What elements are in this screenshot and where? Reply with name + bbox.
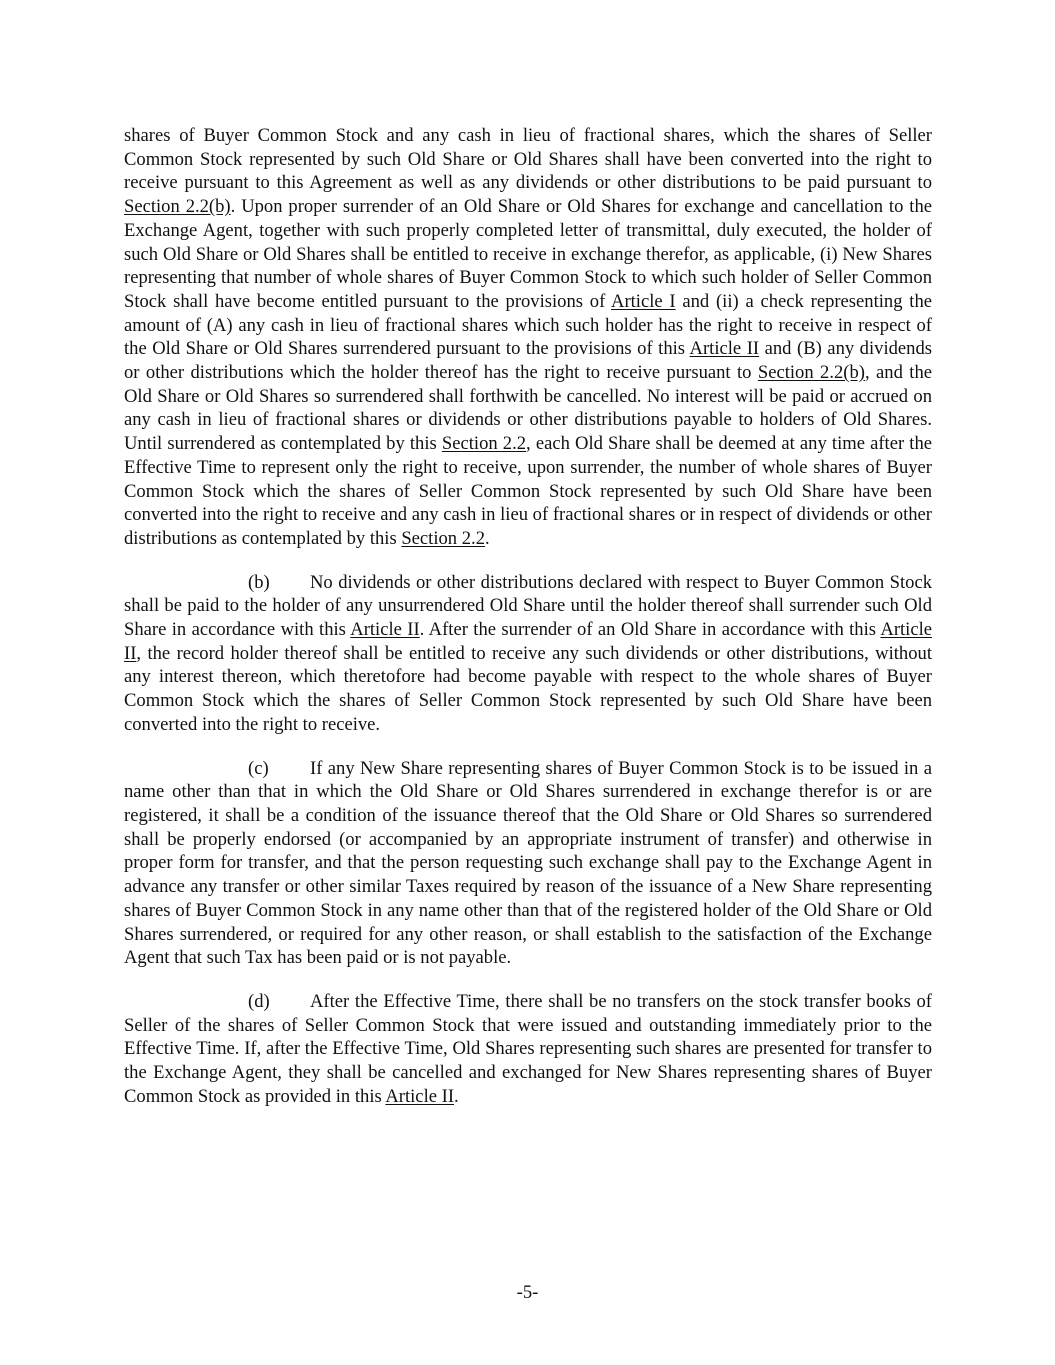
paragraph-label: (c) xyxy=(248,757,269,779)
text-segment: . Upon proper surrender of an Old Share or Old Shares for exchange and cancellation to the Exchange Agent, together with such properly completed letter of transmittal, duly executed, the holder of such Old Share or Old Shares shall be entitled to receive in exchange therefor, as applicable, (i) New Shares representing that number of whole shares of Buyer Common Stock to which such holder of Seller Common Stock shall have become entitled pursuant to the provisions of xyxy=(124,196,933,312)
text-segment: shares of Buyer Common Stock and any cash in lieu of fractional shares, which the shares of Seller Common Stock represented by such Old Share or Old Shares shall have been converted into the right to receive pursuant to this Agreement as well as any dividends or other distributions to be paid pursuant to xyxy=(124,125,932,194)
cross-reference: Article I xyxy=(611,290,676,312)
cross-reference: Section 2.2 xyxy=(441,433,527,455)
paragraph-c xyxy=(124,757,932,970)
paragraph-label: (d) xyxy=(248,990,270,1012)
paragraph-d xyxy=(124,990,932,1109)
text-segment: , the record holder thereof shall be entitled to receive any such dividends or other distributions, without any interest thereon, which theretofore had become payable with respect to the whole shares of Buyer Common Stock which the shares of Seller Common Stock represented by such Old Share have been converted into the right to receive. xyxy=(124,642,932,735)
text-segment: and (B) any dividends or other distributions which the holder thereof has the right to receive pursuant to xyxy=(124,338,932,384)
text-segment: , and the Old Share or Old Shares so surrendered shall forthwith be cancelled. No interest will be paid or accrued on any cash in lieu of fractional shares or dividends or other distributions payable to holders of Old Shares. Until surrendered as contemplated by this xyxy=(124,362,933,455)
text-segment: . xyxy=(485,527,490,549)
document-page xyxy=(124,124,932,1128)
text-segment: . xyxy=(454,1085,459,1107)
paragraph-label: (b) xyxy=(248,571,270,593)
text-segment: , each Old Share shall be deemed at any time after the Effective Time to represent only the right to receive, upon surrender, the number of whole shares of Buyer Common Stock which the shares of Seller Common Stock represented by such Old Share have been converted into the right to receive and any cash in lieu of fractional shares or in respect of dividends or other distributions as contemplated by this xyxy=(124,433,932,549)
cross-reference: Article II xyxy=(689,338,760,360)
cross-reference: Article II xyxy=(385,1085,455,1107)
cross-reference: Article II xyxy=(124,619,933,664)
cross-reference: Section 2.2 xyxy=(401,527,485,549)
cross-reference: Article II xyxy=(350,619,420,641)
cross-reference: Section 2.2(b) xyxy=(124,196,231,218)
text-segment: If any New Share representing shares of Buyer Common Stock is to be issued in a name other than that in which the Old Share or Old Shares surrendered in exchange therefor is or are registered, it shall be a condition of the issuance thereof that the Old Share or Old Shares so surrendered shall be properly endorsed (or accompanied by an appropriate instrument of transfer) and otherwise in proper form for transfer, and that the person requesting such exchange shall pay to the Exchange Agent in advance any transfer or other similar Taxes required by reason of the issuance of a New Share representing shares of Buyer Common Stock in any name other than that of the registered holder of the Old Share or Old Shares surrendered, or required for any other reason, or shall establish to the satisfaction of the Exchange Agent that such Tax has been paid or is not payable. xyxy=(124,757,932,969)
text-segment: . After the surrender of an Old Share in accordance with this xyxy=(419,619,881,641)
text-segment: No dividends or other distributions declared with respect to Buyer Common Stock shall be paid to the holder of any unsurrendered Old Share until the holder thereof shall surrender such Old Share in accordance with this xyxy=(124,571,932,641)
paragraph-b xyxy=(124,571,932,737)
page-number: -5- xyxy=(516,1282,539,1303)
text-segment: and (ii) a check representing the amount of (A) any cash in lieu of fractional shares which such holder has the right to receive in respect of the Old Share or Old Shares surrendered pursuant to the provisions of this xyxy=(124,290,933,360)
text-segment: After the Effective Time, there shall be no transfers on the stock transfer books of Seller of the shares of Seller Common Stock that were issued and outstanding immediately prior to the Effective Time. If, after the Effective Time, Old Shares representing such shares are presented for transfer to the Exchange Agent, they shall be cancelled and exchanged for New Shares representing shares of Buyer Common Stock as provided in this xyxy=(124,990,932,1107)
paragraph-a-continued xyxy=(124,124,932,551)
cross-reference: Section 2.2(b) xyxy=(757,362,865,384)
